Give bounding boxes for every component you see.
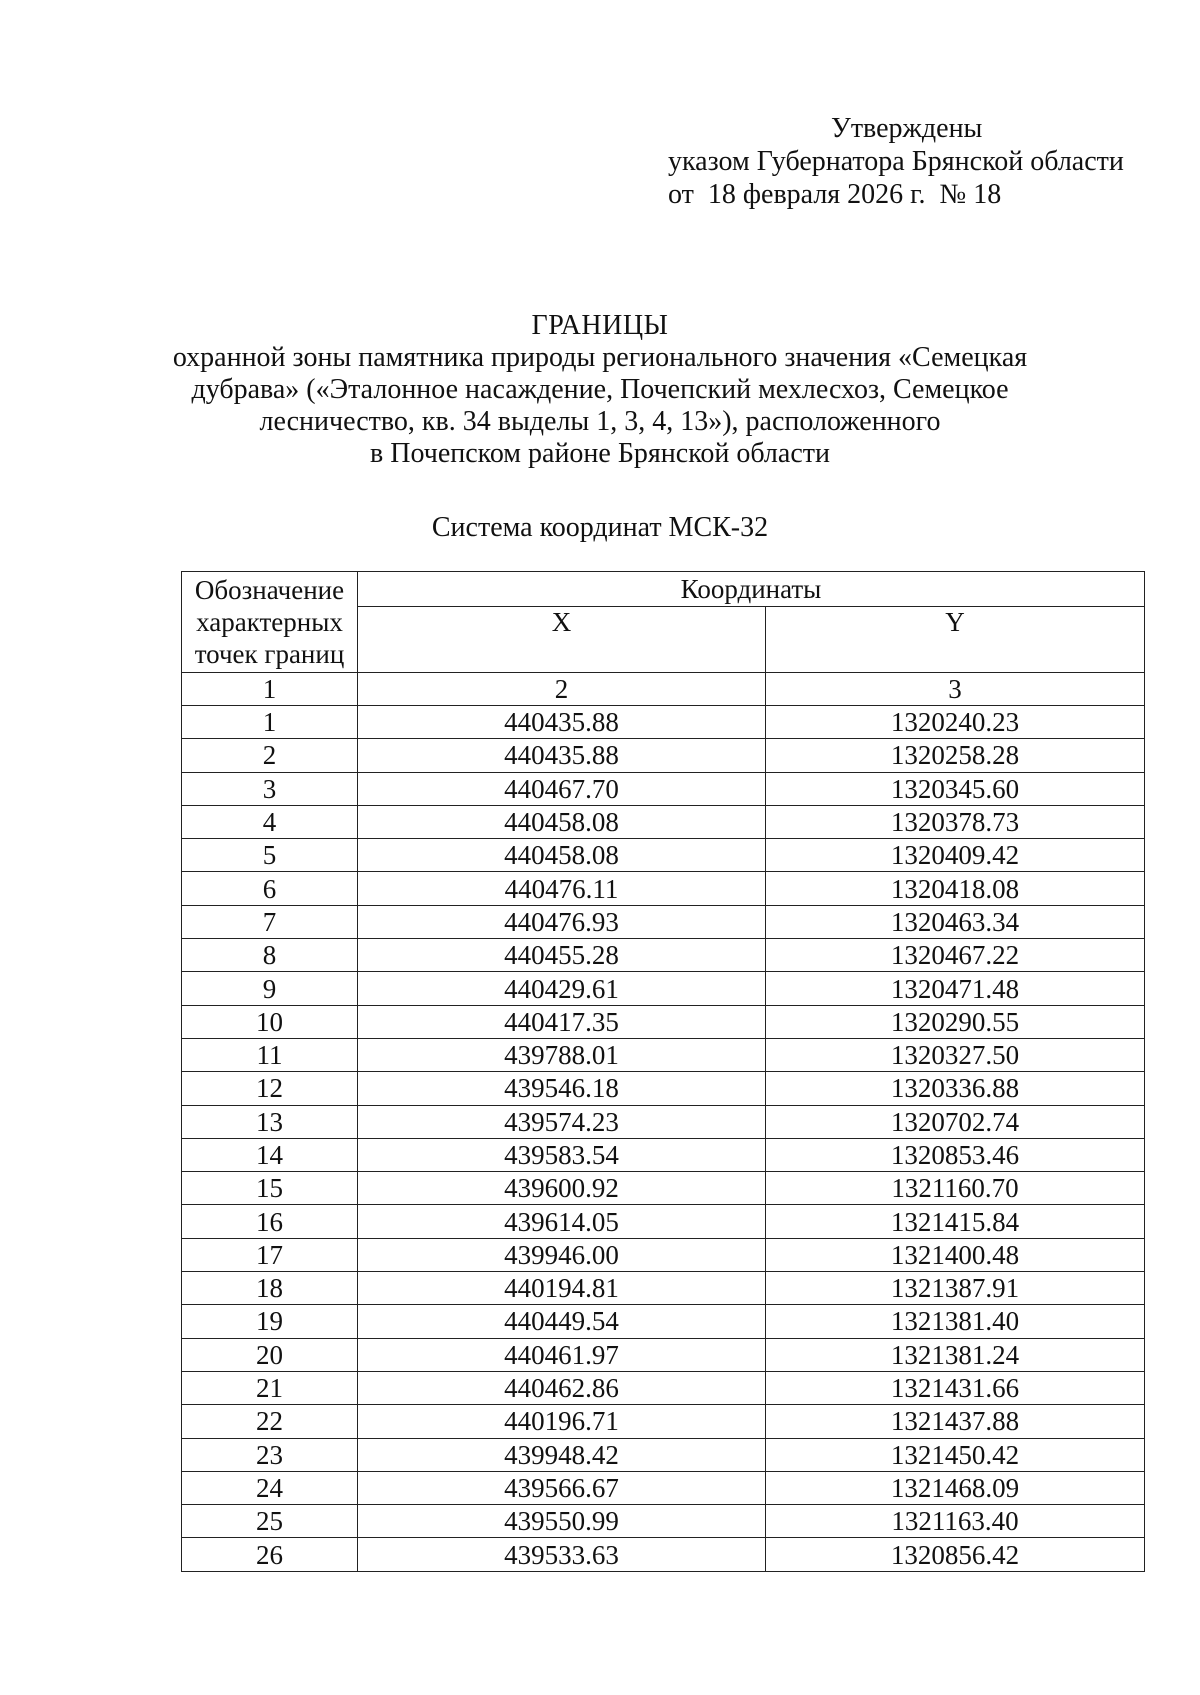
- y-coordinate-cell: 1320418.08: [766, 872, 1145, 905]
- x-coordinate-cell: 440429.61: [358, 972, 766, 1005]
- y-coordinate-cell: 1320290.55: [766, 1005, 1145, 1038]
- point-number-cell: 9: [182, 972, 358, 1005]
- y-coordinate-cell: 1320471.48: [766, 972, 1145, 1005]
- y-coordinate-cell: 1320258.28: [766, 739, 1145, 772]
- table-row: [182, 1405, 1145, 1438]
- table-row: [182, 1138, 1145, 1171]
- x-coordinate-cell: 439533.63: [358, 1538, 766, 1571]
- x-coordinate-cell: 440417.35: [358, 1005, 766, 1038]
- x-coordinate-cell: 439788.01: [358, 1038, 766, 1071]
- y-coordinate-cell: 1320702.74: [766, 1105, 1145, 1138]
- column-number: 2: [358, 673, 766, 706]
- y-coordinate-cell: 1320467.22: [766, 939, 1145, 972]
- table-row: [182, 905, 1145, 938]
- y-coordinate-cell: 1320409.42: [766, 839, 1145, 872]
- x-coordinate-cell: 439948.42: [358, 1438, 766, 1471]
- x-coordinate-cell: 440458.08: [358, 805, 766, 838]
- header-y: Y: [766, 606, 1145, 672]
- x-coordinate-cell: 440455.28: [358, 939, 766, 972]
- y-coordinate-cell: 1321381.40: [766, 1305, 1145, 1338]
- x-coordinate-cell: 439614.05: [358, 1205, 766, 1238]
- approval-block: [668, 112, 1124, 211]
- table-row: [182, 972, 1145, 1005]
- x-coordinate-cell: 440194.81: [358, 1272, 766, 1305]
- y-coordinate-cell: 1321431.66: [766, 1371, 1145, 1404]
- document-title: [0, 310, 1200, 470]
- header-coordinates: Координаты: [358, 572, 1145, 607]
- point-number-cell: 17: [182, 1238, 358, 1271]
- table-row: [182, 939, 1145, 972]
- table-row: [182, 1172, 1145, 1205]
- table-row: [182, 1505, 1145, 1538]
- table-row: [182, 1238, 1145, 1271]
- table-row: [182, 1471, 1145, 1504]
- point-number-cell: 20: [182, 1338, 358, 1371]
- x-coordinate-cell: 439600.92: [358, 1172, 766, 1205]
- y-coordinate-cell: 1321381.24: [766, 1338, 1145, 1371]
- table-row: [182, 805, 1145, 838]
- y-coordinate-cell: 1320853.46: [766, 1138, 1145, 1171]
- coordinates-table: [181, 571, 1145, 1572]
- x-coordinate-cell: 440449.54: [358, 1305, 766, 1338]
- coordinate-system-label: Система координат МСК-32: [431, 512, 769, 543]
- y-coordinate-cell: 1321400.48: [766, 1238, 1145, 1271]
- point-number-cell: 18: [182, 1272, 358, 1305]
- title-heading: ГРАНИЦЫ: [531, 310, 669, 341]
- point-number-cell: 11: [182, 1038, 358, 1071]
- table-row: [182, 872, 1145, 905]
- x-coordinate-cell: 440462.86: [358, 1371, 766, 1404]
- point-number-cell: 10: [182, 1005, 358, 1038]
- x-coordinate-cell: 439546.18: [358, 1072, 766, 1105]
- table-row: [182, 1371, 1145, 1404]
- table-row: [182, 1205, 1145, 1238]
- table-row: [182, 1005, 1145, 1038]
- y-coordinate-cell: 1320327.50: [766, 1038, 1145, 1071]
- table-row: [182, 1038, 1145, 1071]
- column-number: 1: [182, 673, 358, 706]
- table-row: [182, 1305, 1145, 1338]
- point-number-cell: 25: [182, 1505, 358, 1538]
- x-coordinate-cell: 439946.00: [358, 1238, 766, 1271]
- header-x: X: [358, 606, 766, 672]
- y-coordinate-cell: 1320345.60: [766, 772, 1145, 805]
- header-designation: Обозначение характерных точек границ: [182, 572, 358, 673]
- approval-date-number: от 18 февраля 2026 г. № 18: [668, 179, 1002, 210]
- table-row: [182, 772, 1145, 805]
- x-coordinate-cell: 440476.93: [358, 905, 766, 938]
- y-coordinate-cell: 1320336.88: [766, 1072, 1145, 1105]
- table-row: [182, 706, 1145, 739]
- title-line-1: охранной зоны памятника природы регионального значения «Семецкая: [172, 342, 1028, 373]
- point-number-cell: 13: [182, 1105, 358, 1138]
- point-number-cell: 7: [182, 905, 358, 938]
- y-coordinate-cell: 1320240.23: [766, 706, 1145, 739]
- point-number-cell: 24: [182, 1471, 358, 1504]
- title-line-2: дубрава» («Эталонное насаждение, Почепский мехлесхоз, Семецкое: [191, 374, 1009, 405]
- column-number: 3: [766, 673, 1145, 706]
- x-coordinate-cell: 440435.88: [358, 739, 766, 772]
- point-number-cell: 2: [182, 739, 358, 772]
- approval-decree: указом Губернатора Брянской области: [668, 146, 1124, 177]
- table-row: [182, 1272, 1145, 1305]
- x-coordinate-cell: 439550.99: [358, 1505, 766, 1538]
- point-number-cell: 8: [182, 939, 358, 972]
- x-coordinate-cell: 440467.70: [358, 772, 766, 805]
- x-coordinate-cell: 440476.11: [358, 872, 766, 905]
- approval-heading: Утверждены: [831, 113, 983, 144]
- table-row: [182, 1105, 1145, 1138]
- point-number-cell: 22: [182, 1405, 358, 1438]
- y-coordinate-cell: 1320856.42: [766, 1538, 1145, 1571]
- table-row: [182, 1072, 1145, 1105]
- column-number-row: [182, 673, 1145, 706]
- x-coordinate-cell: 439583.54: [358, 1138, 766, 1171]
- point-number-cell: 12: [182, 1072, 358, 1105]
- point-number-cell: 16: [182, 1205, 358, 1238]
- table-row: [182, 1338, 1145, 1371]
- x-coordinate-cell: 440196.71: [358, 1405, 766, 1438]
- table-row: [182, 739, 1145, 772]
- title-line-4: в Почепском районе Брянской области: [370, 438, 830, 469]
- y-coordinate-cell: 1321160.70: [766, 1172, 1145, 1205]
- point-number-cell: 5: [182, 839, 358, 872]
- table-row: [182, 839, 1145, 872]
- x-coordinate-cell: 439566.67: [358, 1471, 766, 1504]
- point-number-cell: 15: [182, 1172, 358, 1205]
- point-number-cell: 1: [182, 706, 358, 739]
- y-coordinate-cell: 1320378.73: [766, 805, 1145, 838]
- point-number-cell: 21: [182, 1371, 358, 1404]
- point-number-cell: 26: [182, 1538, 358, 1571]
- x-coordinate-cell: 440461.97: [358, 1338, 766, 1371]
- table-body: [182, 706, 1145, 1572]
- y-coordinate-cell: 1321163.40: [766, 1505, 1145, 1538]
- point-number-cell: 14: [182, 1138, 358, 1171]
- y-coordinate-cell: 1321387.91: [766, 1272, 1145, 1305]
- title-line-3: лесничество, кв. 34 выделы 1, 3, 4, 13»), расположенного: [259, 406, 941, 437]
- point-number-cell: 23: [182, 1438, 358, 1471]
- point-number-cell: 4: [182, 805, 358, 838]
- table-row: [182, 1538, 1145, 1571]
- x-coordinate-cell: 440458.08: [358, 839, 766, 872]
- y-coordinate-cell: 1321437.88: [766, 1405, 1145, 1438]
- y-coordinate-cell: 1321415.84: [766, 1205, 1145, 1238]
- y-coordinate-cell: 1320463.34: [766, 905, 1145, 938]
- point-number-cell: 19: [182, 1305, 358, 1338]
- table-row: [182, 1438, 1145, 1471]
- point-number-cell: 3: [182, 772, 358, 805]
- point-number-cell: 6: [182, 872, 358, 905]
- y-coordinate-cell: 1321450.42: [766, 1438, 1145, 1471]
- y-coordinate-cell: 1321468.09: [766, 1471, 1145, 1504]
- x-coordinate-cell: 440435.88: [358, 706, 766, 739]
- x-coordinate-cell: 439574.23: [358, 1105, 766, 1138]
